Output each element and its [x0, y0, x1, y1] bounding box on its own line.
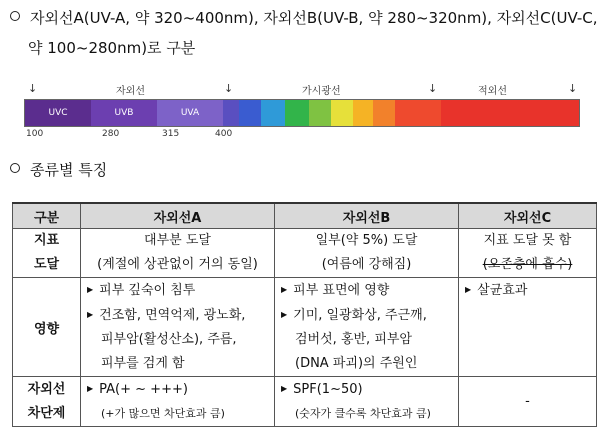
down-arrow-icon: ↓: [568, 82, 578, 95]
col-header: 구분: [13, 203, 81, 229]
band: [441, 100, 579, 126]
band: [261, 100, 285, 126]
tick-label: 315: [162, 129, 180, 139]
band: [395, 100, 441, 126]
section-heading: [10, 160, 107, 180]
row-header: 지표 도달: [13, 229, 81, 278]
cell-uvb-reach: 일부(약 5%) 도달 (여름에 강해짐): [275, 229, 459, 278]
triangle-bullet-icon: ▶: [87, 285, 94, 294]
spectrum-label-uv: 자외선: [116, 86, 145, 97]
cell-uvb-effect: ▶ 피부 표면에 영향 ▶ 기미, 일광화상, 주근깨, 검버섯, 홍반, 피부암 (DNA 파괴)의 주원인: [275, 278, 459, 377]
table-row: [13, 229, 597, 278]
band: [223, 100, 239, 126]
intro-text-2: 약 100~280nm)로 구분: [28, 39, 196, 57]
triangle-bullet-icon: ▶: [281, 310, 288, 319]
circle-bullet-icon: [10, 11, 20, 21]
row-header: 자외선 차단제: [13, 377, 81, 427]
table-row: [13, 377, 597, 427]
table-row: [13, 278, 597, 377]
circle-bullet-icon: [10, 163, 20, 173]
triangle-bullet-icon: ▶: [87, 310, 94, 319]
cell-uva-effect: ▶ 피부 깊숙이 침투 ▶ 건조함, 면역억제, 광노화, 피부암(활성산소), 주름, 피부를 검게 함: [81, 278, 275, 377]
down-arrow-icon: ↓: [28, 82, 38, 95]
triangle-bullet-icon: ▶: [281, 285, 288, 294]
spectrum-group-labels: [24, 82, 580, 98]
cell-uva-reach: 대부분 도달 (계절에 상관없이 거의 동일): [81, 229, 275, 278]
col-header: 자외선B: [275, 203, 459, 229]
down-arrow-icon: ↓: [224, 82, 234, 95]
band: [331, 100, 353, 126]
cell-uvc-blocker: -: [459, 377, 597, 427]
intro-line-2: [28, 38, 195, 58]
cell-uvc-reach: 지표 도달 못 함 (오존층에 흡수): [459, 229, 597, 278]
col-header: 자외선C: [459, 203, 597, 229]
tick-label: 280: [102, 129, 120, 139]
band: [239, 100, 261, 126]
cell-uvb-blocker: ▶ SPF(1~50) (숫자가 클수록 차단효과 큼): [275, 377, 459, 427]
section-title: 종류별 특징: [30, 161, 108, 179]
band: [309, 100, 331, 126]
feature-table: [12, 202, 597, 427]
tick-label: 100: [26, 129, 44, 139]
band-uvb: UVB: [91, 100, 157, 126]
spectrum-bar: [24, 99, 580, 127]
spectrum-ticks: [24, 129, 580, 143]
intro-line-1: [10, 8, 598, 28]
triangle-bullet-icon: ▶: [465, 285, 472, 294]
table-header-row: [13, 203, 597, 229]
band: [373, 100, 395, 126]
intro-text-1: 자외선A(UV-A, 약 320~400nm), 자외선B(UV-B, 약 280~320nm), 자외선C(UV-C,: [30, 9, 598, 27]
triangle-bullet-icon: ▶: [281, 384, 288, 393]
spectrum-label-ir: 적외선: [478, 86, 507, 97]
spectrum-label-visible: 가시광선: [302, 86, 341, 97]
down-arrow-icon: ↓: [428, 82, 438, 95]
band-uva: UVA: [157, 100, 223, 126]
cell-uvc-effect: ▶ 살균효과: [459, 278, 597, 377]
col-header: 자외선A: [81, 203, 275, 229]
triangle-bullet-icon: ▶: [87, 384, 94, 393]
band: [353, 100, 373, 126]
cell-uva-blocker: ▶ PA(+ ~ +++) (+가 많으면 차단효과 큼): [81, 377, 275, 427]
tick-label: 400: [215, 129, 233, 139]
band-uvc: UVC: [25, 100, 91, 126]
row-header: 영향: [13, 278, 81, 377]
band: [285, 100, 309, 126]
